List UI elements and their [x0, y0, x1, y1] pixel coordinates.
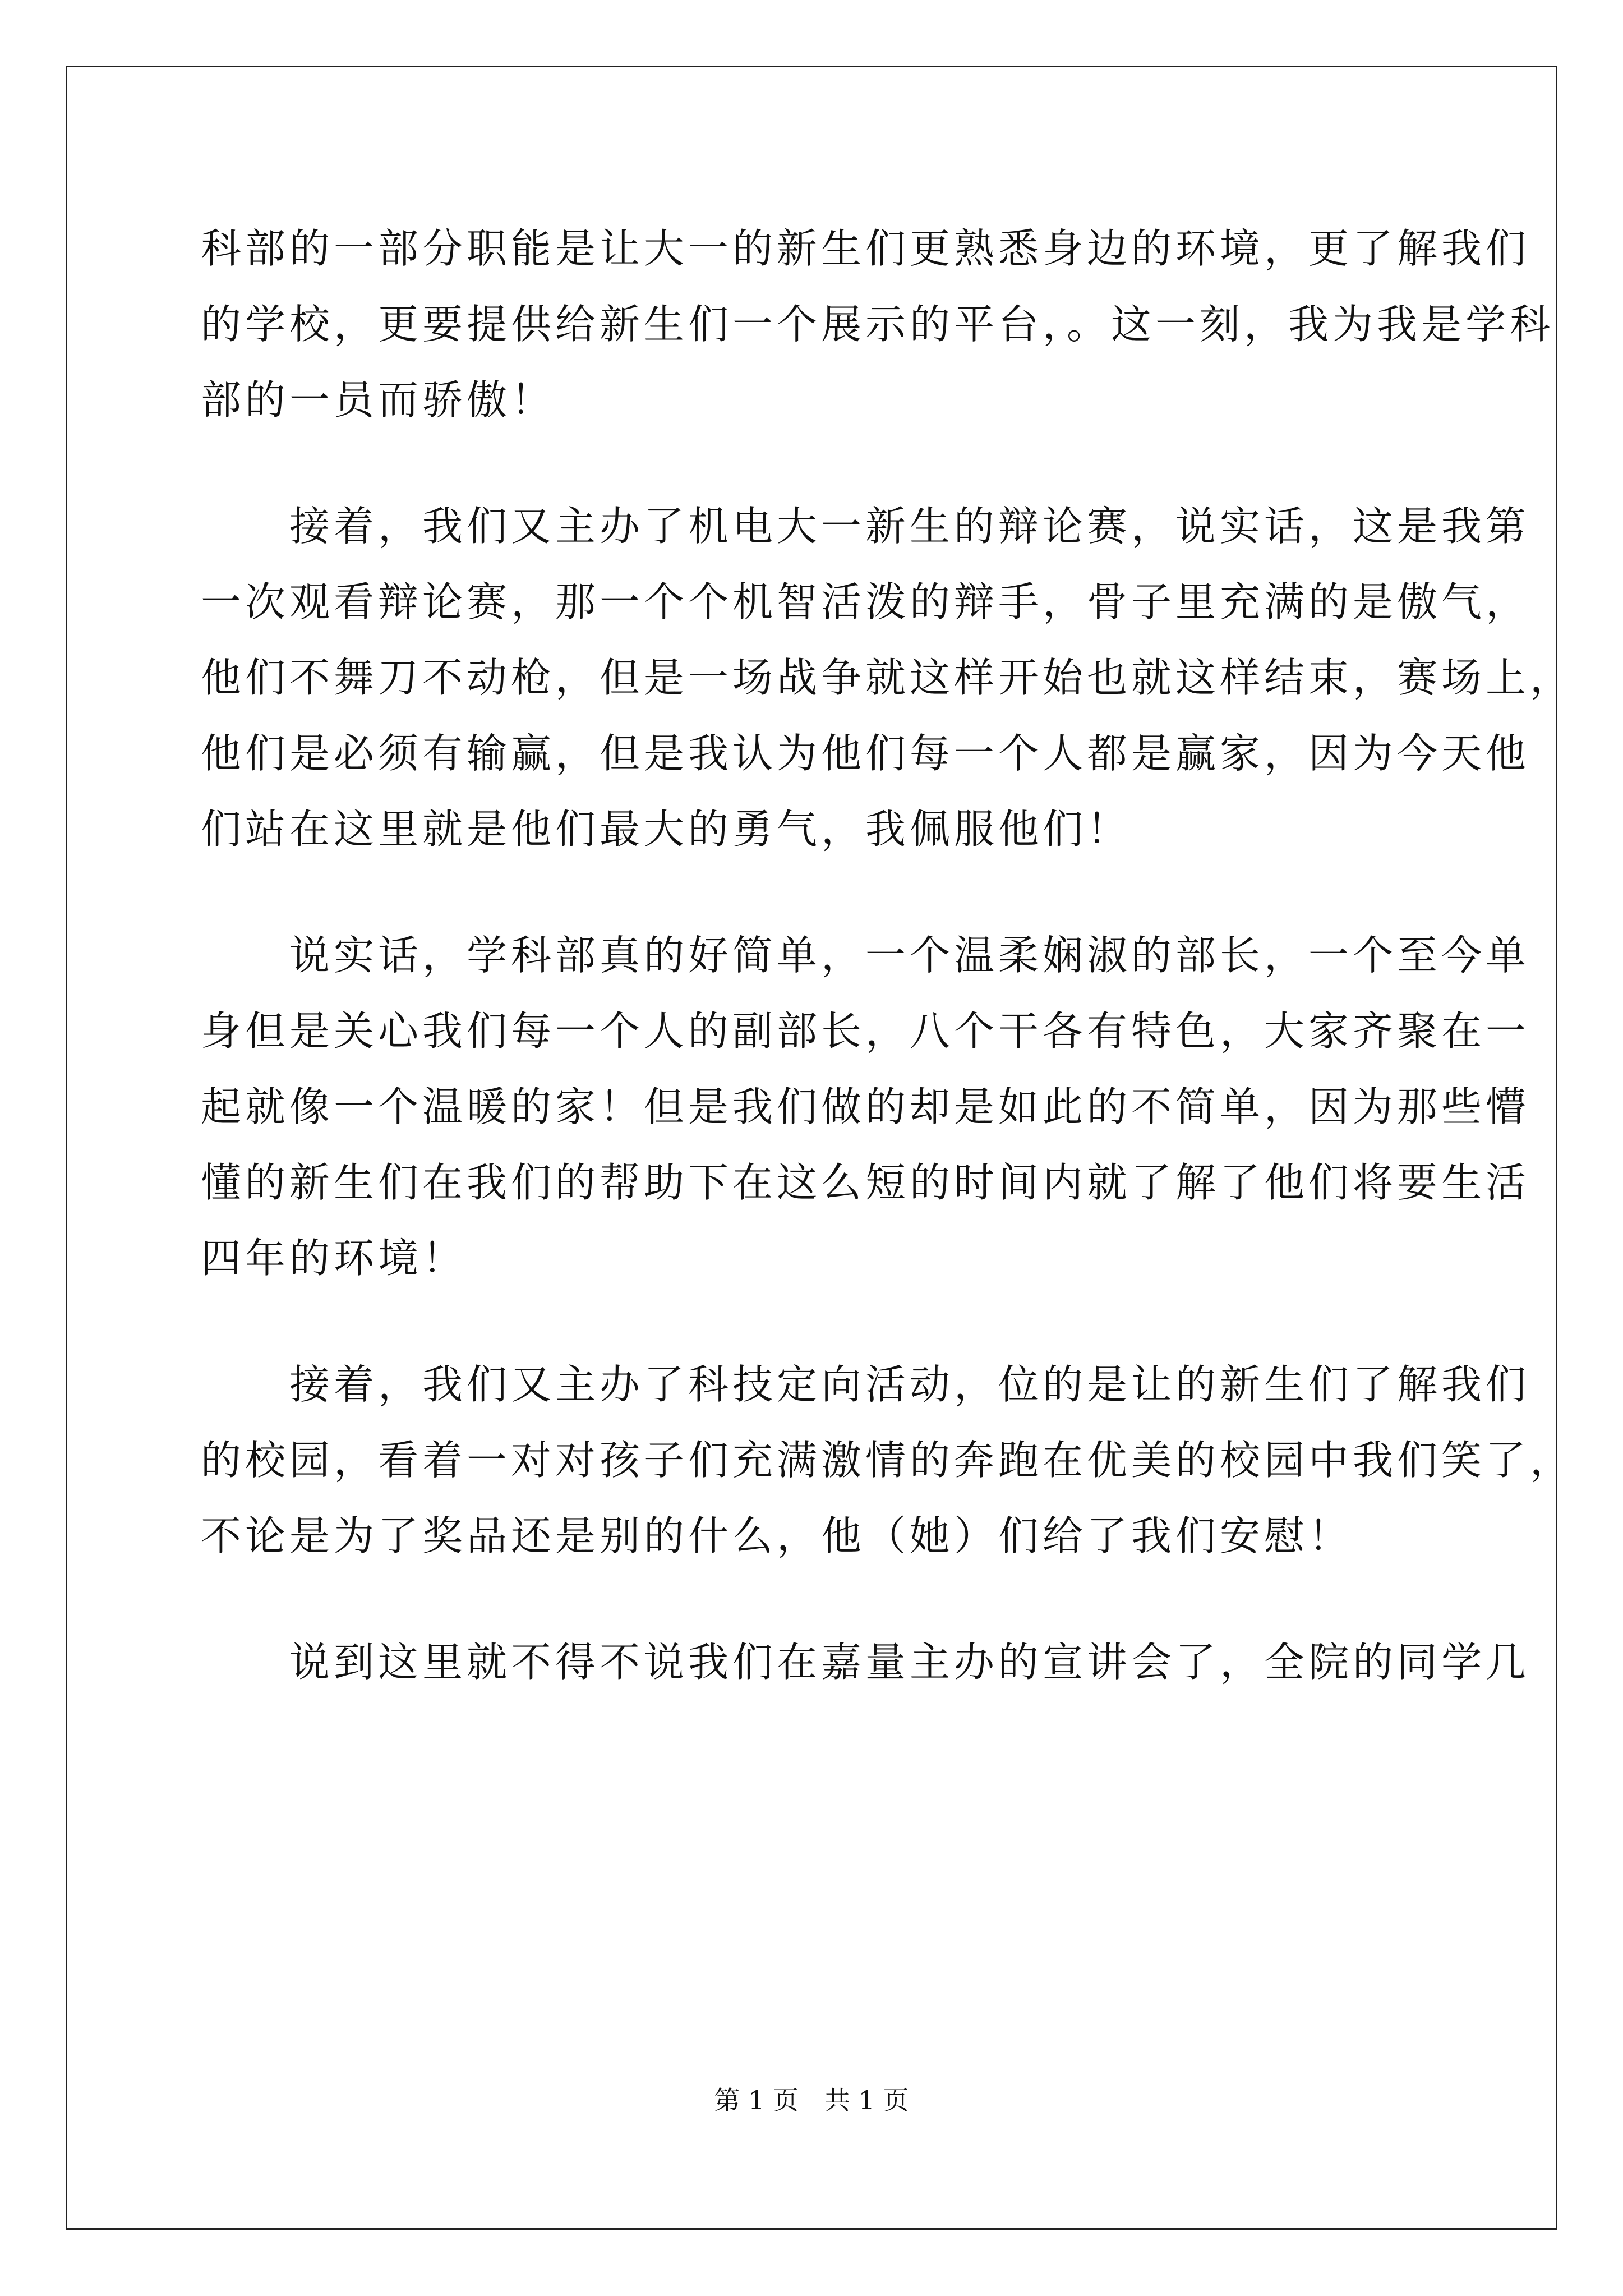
- text-line: 身但是关心我们每一个人的副部长，八个干各有特色，大家齐聚在一: [201, 1007, 1530, 1055]
- text-line: 科部的一部分职能是让大一的新生们更熟悉身边的环境，更了解我们: [201, 225, 1530, 272]
- text-line: 的校园，看着一对对孩子们充满激情的奔跑在优美的校园中我们笑了，: [201, 1437, 1575, 1484]
- text-line: 起就像一个温暖的家！但是我们做的却是如此的不简单，因为那些懵: [201, 1083, 1530, 1130]
- text-line: 懂的新生们在我们的帮助下在这么短的时间内就了解了他们将要生活: [201, 1159, 1530, 1206]
- text-line: 接着，我们又主办了机电大一新生的辩论赛，说实话，这是我第: [201, 503, 1530, 550]
- text-line: 说实话，学科部真的好简单，一个温柔娴淑的部长，一个至今单: [201, 932, 1530, 979]
- text-line: 他们不舞刀不动枪，但是一场战争就这样开始也就这样结束，赛场上，: [201, 654, 1575, 701]
- text-line: 四年的环境！: [201, 1235, 467, 1282]
- text-line: 一次观看辩论赛，那一个个机智活泼的辩手，骨子里充满的是傲气，: [201, 578, 1530, 625]
- text-line: 接着，我们又主办了科技定向活动，位的是让的新生们了解我们: [201, 1361, 1530, 1408]
- text-line: 的学校，更要提供给新生们一个展示的平台，。这一刻，我为我是学科: [201, 301, 1555, 348]
- page-footer: 第 1 页 共 1 页: [714, 2085, 909, 2115]
- text-line: 不论是为了奖品还是别的什么，他（她）们给了我们安慰！: [201, 1512, 1353, 1559]
- text-line: 部的一员而骄傲！: [201, 376, 556, 424]
- text-line: 们站在这里就是他们最大的勇气，我佩服他们！: [201, 806, 1132, 853]
- text-line: 说到这里就不得不说我们在嘉量主办的宣讲会了，全院的同学几: [201, 1639, 1530, 1686]
- text-line: 他们是必须有输赢，但是我认为他们每一个人都是赢家，因为今天他: [201, 730, 1530, 777]
